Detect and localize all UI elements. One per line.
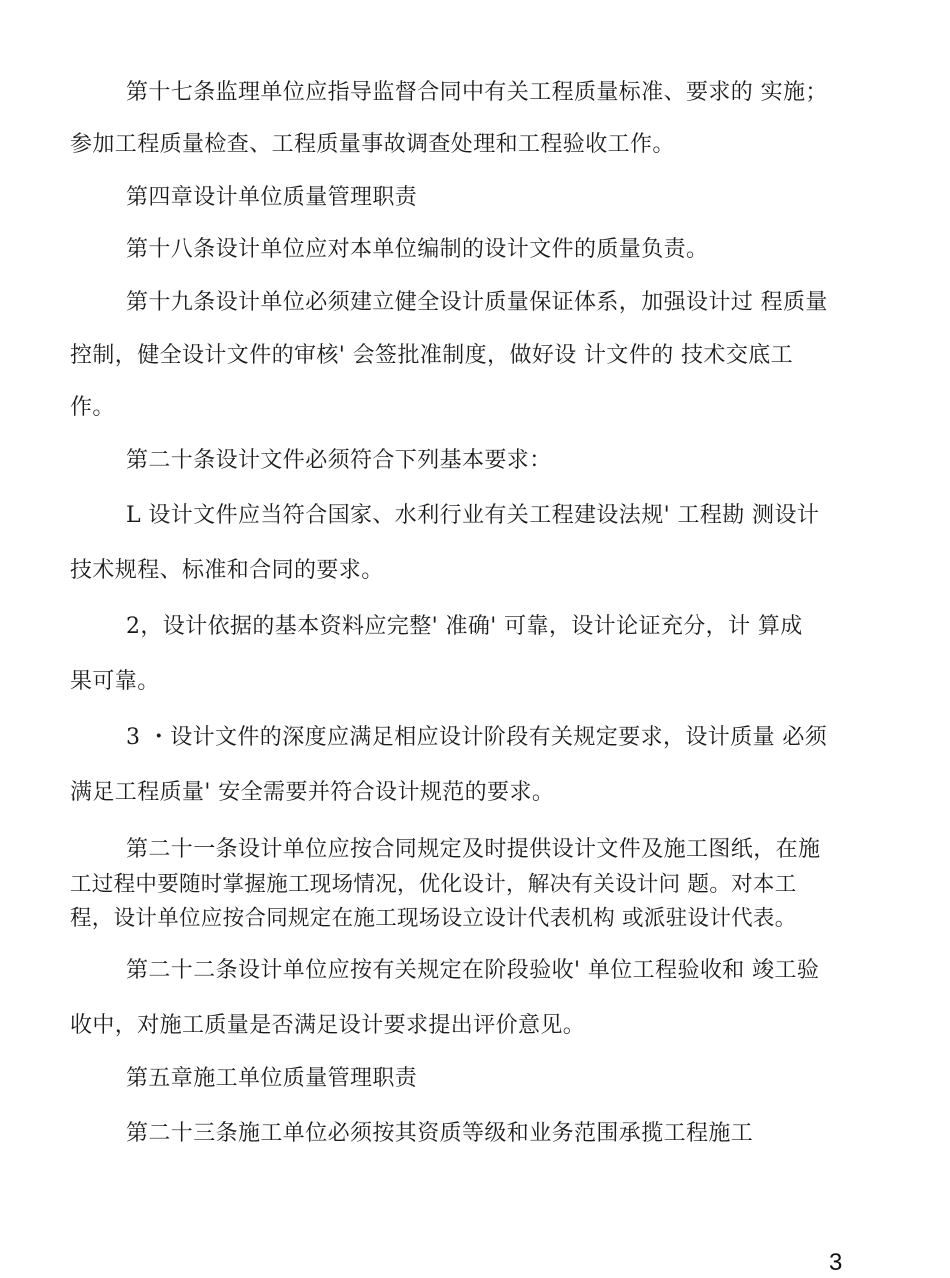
paragraph-line: 第十八条设计单位应对本单位编制的设计文件的质量负责。 — [126, 237, 709, 262]
paragraph-line: 控制，健全设计文件的审核' 会签批准制度，做好设 计文件的 技术交底工 — [70, 343, 794, 368]
list-item-line: 2，设计依据的基本资料应完整' 准确' 可靠，设计论证充分，计 算成 — [126, 614, 803, 639]
paragraph-line: 第二十三条施工单位必须按其资质等级和业务范围承揽工程施工 — [126, 1121, 754, 1146]
list-item-line: 3 ・设计文件的深度应满足相应设计阶段有关规定要求，设计质量 必须 — [126, 725, 828, 750]
paragraph-line: 第二十一条设计单位应按合同规定及时提供设计文件及施工图纸，在施 — [126, 837, 821, 862]
paragraph-line: 参加工程质量检查、工程质量事故调查处理和工程验收工作。 — [70, 132, 675, 157]
paragraph-line: 作。 — [70, 395, 115, 420]
list-item-line: 技术规程、标准和合同的要求。 — [70, 558, 384, 583]
chapter-heading: 第四章设计单位质量管理职责 — [126, 185, 418, 210]
page-number: 3 — [829, 1249, 843, 1276]
paragraph-line: 工过程中要随时掌握施工现场情况，优化设计，解决有关设计问 题。对本工 — [70, 872, 797, 897]
paragraph-line: 程，设计单位应按合同规定在施工现场设立设计代表机构 或派驻设计代表。 — [70, 906, 797, 931]
list-item-line: 满足工程质量' 安全需要并符合设计规范的要求。 — [70, 780, 555, 805]
paragraph-line: 第十七条监理单位应指导监督合同中有关工程质量标准、要求的 实施； — [126, 80, 828, 105]
paragraph-line: 第二十二条设计单位应按有关规定在阶段验收' 单位工程验收和 竣工验 — [126, 958, 820, 983]
paragraph-line: 第二十条设计文件必须符合下列基本要求： — [126, 448, 552, 473]
paragraph-line: 第十九条设计单位必须建立健全设计质量保证体系，加强设计过 程质量 — [126, 290, 828, 315]
paragraph-line: 收中，对施工质量是否满足设计要求提出评价意见。 — [70, 1013, 586, 1038]
list-item-line: L 设计文件应当符合国家、水利行业有关工程建设法规' 工程勘 测设计 — [126, 503, 820, 528]
chapter-heading: 第五章施工单位质量管理职责 — [126, 1066, 418, 1091]
list-item-line: 果可靠。 — [70, 669, 160, 694]
